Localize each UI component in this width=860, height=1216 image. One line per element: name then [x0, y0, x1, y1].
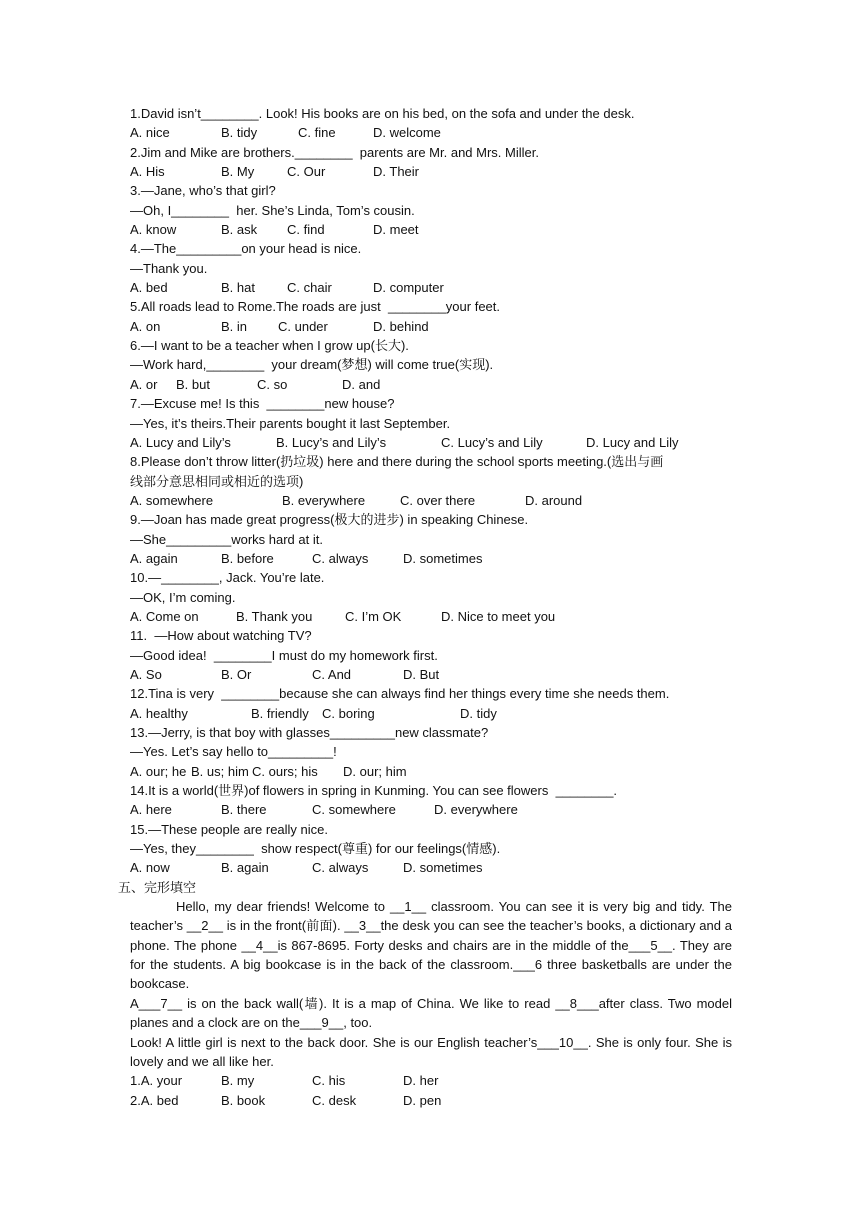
option: D. pen: [403, 1092, 442, 1108]
option: C. find: [287, 222, 325, 238]
multiple-choice-section: [130, 104, 732, 878]
question-4: [130, 239, 732, 297]
question-15: [130, 820, 732, 878]
answer-options: [130, 317, 732, 336]
option: A. somewhere: [130, 492, 214, 508]
option: C. over there: [400, 492, 476, 508]
cloze-paragraph-2: A___7__ is on the back wall(墙). It is a map of China. We like to read __8___after class. Two model planes and a clock are on the___9__, too.: [130, 995, 732, 1031]
option: A. on: [130, 318, 161, 334]
section-title: 五、完形填空: [118, 879, 197, 895]
answer-options: [130, 433, 732, 452]
question-text: 2.Jim and Mike are brothers.________ parents are Mr. and Mrs. Miller.: [130, 144, 539, 160]
option: B. friendly: [251, 705, 309, 721]
question-text: 1.David isn’t________. Look! His books are on his bed, on the sofa and under the desk.: [130, 106, 635, 121]
question-1: [130, 104, 732, 143]
option: D. Nice to meet you: [441, 608, 556, 624]
option: D. around: [525, 492, 583, 508]
option: D. sometimes: [403, 550, 483, 566]
option: D. her: [403, 1073, 439, 1089]
question-text: 15.—These people are really nice.: [130, 821, 329, 837]
option: B. before: [221, 550, 274, 566]
answer-options: [130, 491, 732, 510]
question-text: —Thank you.: [130, 260, 208, 276]
option: A. here: [130, 802, 172, 818]
option: C. always: [312, 550, 369, 566]
question-3: [130, 181, 732, 239]
question-11: [130, 626, 732, 684]
option: B. everywhere: [282, 492, 366, 508]
answer-options: [130, 665, 732, 684]
option: C. Lucy’s and Lily: [441, 434, 543, 450]
option: C. fine: [298, 125, 336, 141]
option: C. chair: [287, 280, 332, 296]
answer-options: [130, 549, 732, 568]
question-text: 线部分意思相同或相近的选项): [130, 473, 304, 489]
question-6: [130, 336, 732, 394]
option: D. Their: [373, 164, 419, 180]
option: C. Our: [287, 164, 326, 180]
question-text: 14.It is a world(世界)of flowers in spring in Kunming. You can see flowers ________.: [130, 783, 618, 799]
question-13: [130, 723, 732, 781]
option: D. everywhere: [434, 802, 518, 818]
option: C. somewhere: [312, 802, 396, 818]
question-text: 11. —How about watching TV?: [130, 628, 312, 644]
option: B. us; him: [191, 763, 249, 779]
option: B. but: [176, 376, 210, 392]
option: B. in: [221, 318, 248, 334]
question-text: —Good idea! ________I must do my homework first.: [130, 647, 438, 663]
option: B. again: [221, 860, 269, 876]
option: B. my: [221, 1073, 255, 1089]
option: C. so: [257, 376, 288, 392]
option: A. now: [130, 860, 170, 876]
option: A. healthy: [130, 705, 188, 721]
question-14: [130, 781, 732, 820]
question-text: —Yes. Let’s say hello to_________!: [130, 744, 337, 760]
option: 1.A. your: [130, 1073, 183, 1089]
question-2: [130, 143, 732, 182]
option: D. sometimes: [403, 860, 483, 876]
option: C. And: [312, 666, 352, 682]
option: B. hat: [221, 280, 255, 296]
option: A. So: [130, 666, 162, 682]
answer-options: [130, 220, 732, 239]
answer-options: [130, 162, 732, 181]
worksheet: [118, 104, 732, 1110]
option: B. Thank you: [236, 608, 313, 624]
answer-options: [130, 123, 732, 142]
question-10: [130, 568, 732, 626]
option: D. computer: [373, 280, 444, 296]
question-text: —She_________works hard at it.: [130, 531, 323, 547]
question-7: [130, 394, 732, 452]
question-12: [130, 684, 732, 723]
cloze-option-row: [130, 1091, 732, 1110]
option: D. Lucy and Lily: [586, 434, 679, 450]
cloze-paragraph-3: Look! A little girl is next to the back door. She is our English teacher’s___10__. She is only four. She is lovely and we all like her.: [130, 1034, 732, 1069]
question-5: [130, 297, 732, 336]
cloze-option-row: [130, 1071, 732, 1090]
option: D. But: [403, 666, 440, 682]
option: C. always: [312, 860, 369, 876]
option: C. desk: [312, 1092, 357, 1108]
cloze-paragraph-1: Hello, my dear friends! Welcome to __1__ classroom. You can see it is very big and tidy. The teacher’s __2__ is in the front(前面). __3__the desk you can see the teacher’s books, a dictionary and a phone. The phone __4__is 867-8695. Forty desks and chairs are in the middle of the___5__. They are for the students. A big bookcase is in the back of the classroom.___6 three basketballs are under the bookcase.: [130, 899, 732, 992]
question-text: 10.—________, Jack. You’re late.: [130, 570, 325, 586]
question-text: 3.—Jane, who’s that girl?: [130, 183, 276, 199]
option: A. again: [130, 550, 178, 566]
option: A. know: [130, 222, 177, 238]
answer-options: [130, 762, 732, 781]
option: A. Lucy and Lily’s: [130, 434, 231, 450]
question-text: —Oh, I________ her. She’s Linda, Tom’s cousin.: [130, 202, 415, 218]
answer-options: [130, 800, 732, 819]
option: D. behind: [373, 318, 429, 334]
answer-options: [130, 858, 732, 877]
option: 2.A. bed: [130, 1092, 179, 1108]
option: B. tidy: [221, 125, 258, 141]
option: C. I’m OK: [345, 608, 402, 624]
option: A. or: [130, 376, 158, 392]
option: D. meet: [373, 222, 419, 238]
option: B. Lucy’s and Lily’s: [276, 434, 387, 450]
question-text: —OK, I’m coming.: [130, 589, 236, 605]
answer-options: [130, 278, 732, 297]
question-text: 9.—Joan has made great progress(极大的进步) in speaking Chinese.: [130, 512, 529, 528]
question-text: 13.—Jerry, is that boy with glasses_________new classmate?: [130, 725, 489, 740]
option: C. his: [312, 1073, 346, 1089]
option: D. tidy: [460, 705, 497, 721]
option: B. My: [221, 164, 255, 180]
question-text: —Work hard,________ your dream(梦想) will come true(实现).: [130, 357, 494, 373]
answer-options: [130, 704, 732, 723]
answer-options: [130, 607, 732, 626]
answer-options: [130, 375, 732, 394]
option: B. book: [221, 1092, 266, 1108]
question-text: —Yes, they________ show respect(尊重) for our feelings(情感).: [130, 841, 501, 857]
question-text: 5.All roads lead to Rome.The roads are just ________your feet.: [130, 299, 500, 315]
option: A. Come on: [130, 608, 199, 624]
option: D. and: [342, 376, 381, 392]
cloze-options: [130, 1071, 732, 1110]
option: A. our; he: [130, 763, 187, 779]
question-text: 6.—I want to be a teacher when I grow up(长大).: [130, 338, 409, 354]
option: D. our; him: [343, 763, 407, 779]
option: D. welcome: [373, 125, 441, 141]
option: B. Or: [221, 666, 252, 682]
question-text: 12.Tina is very ________because she can always find her things every time she needs them.: [130, 686, 670, 702]
question-8: [130, 452, 732, 510]
question-text: 7.—Excuse me! Is this ________new house?: [130, 396, 395, 412]
question-9: [130, 510, 732, 568]
option: A. His: [130, 164, 165, 180]
option: C. under: [278, 318, 328, 334]
option: B. there: [221, 802, 267, 818]
option: B. ask: [221, 222, 258, 238]
question-text: —Yes, it’s theirs.Their parents bought it last September.: [130, 415, 451, 431]
option: A. bed: [130, 280, 168, 296]
question-text: 4.—The_________on your head is nice.: [130, 241, 362, 257]
option: C. boring: [322, 705, 375, 721]
option: A. nice: [130, 125, 170, 141]
question-text: 8.Please don’t throw litter(扔垃圾) here and there during the school sports meeting.(选出与画: [130, 454, 664, 470]
option: C. ours; his: [252, 763, 318, 779]
